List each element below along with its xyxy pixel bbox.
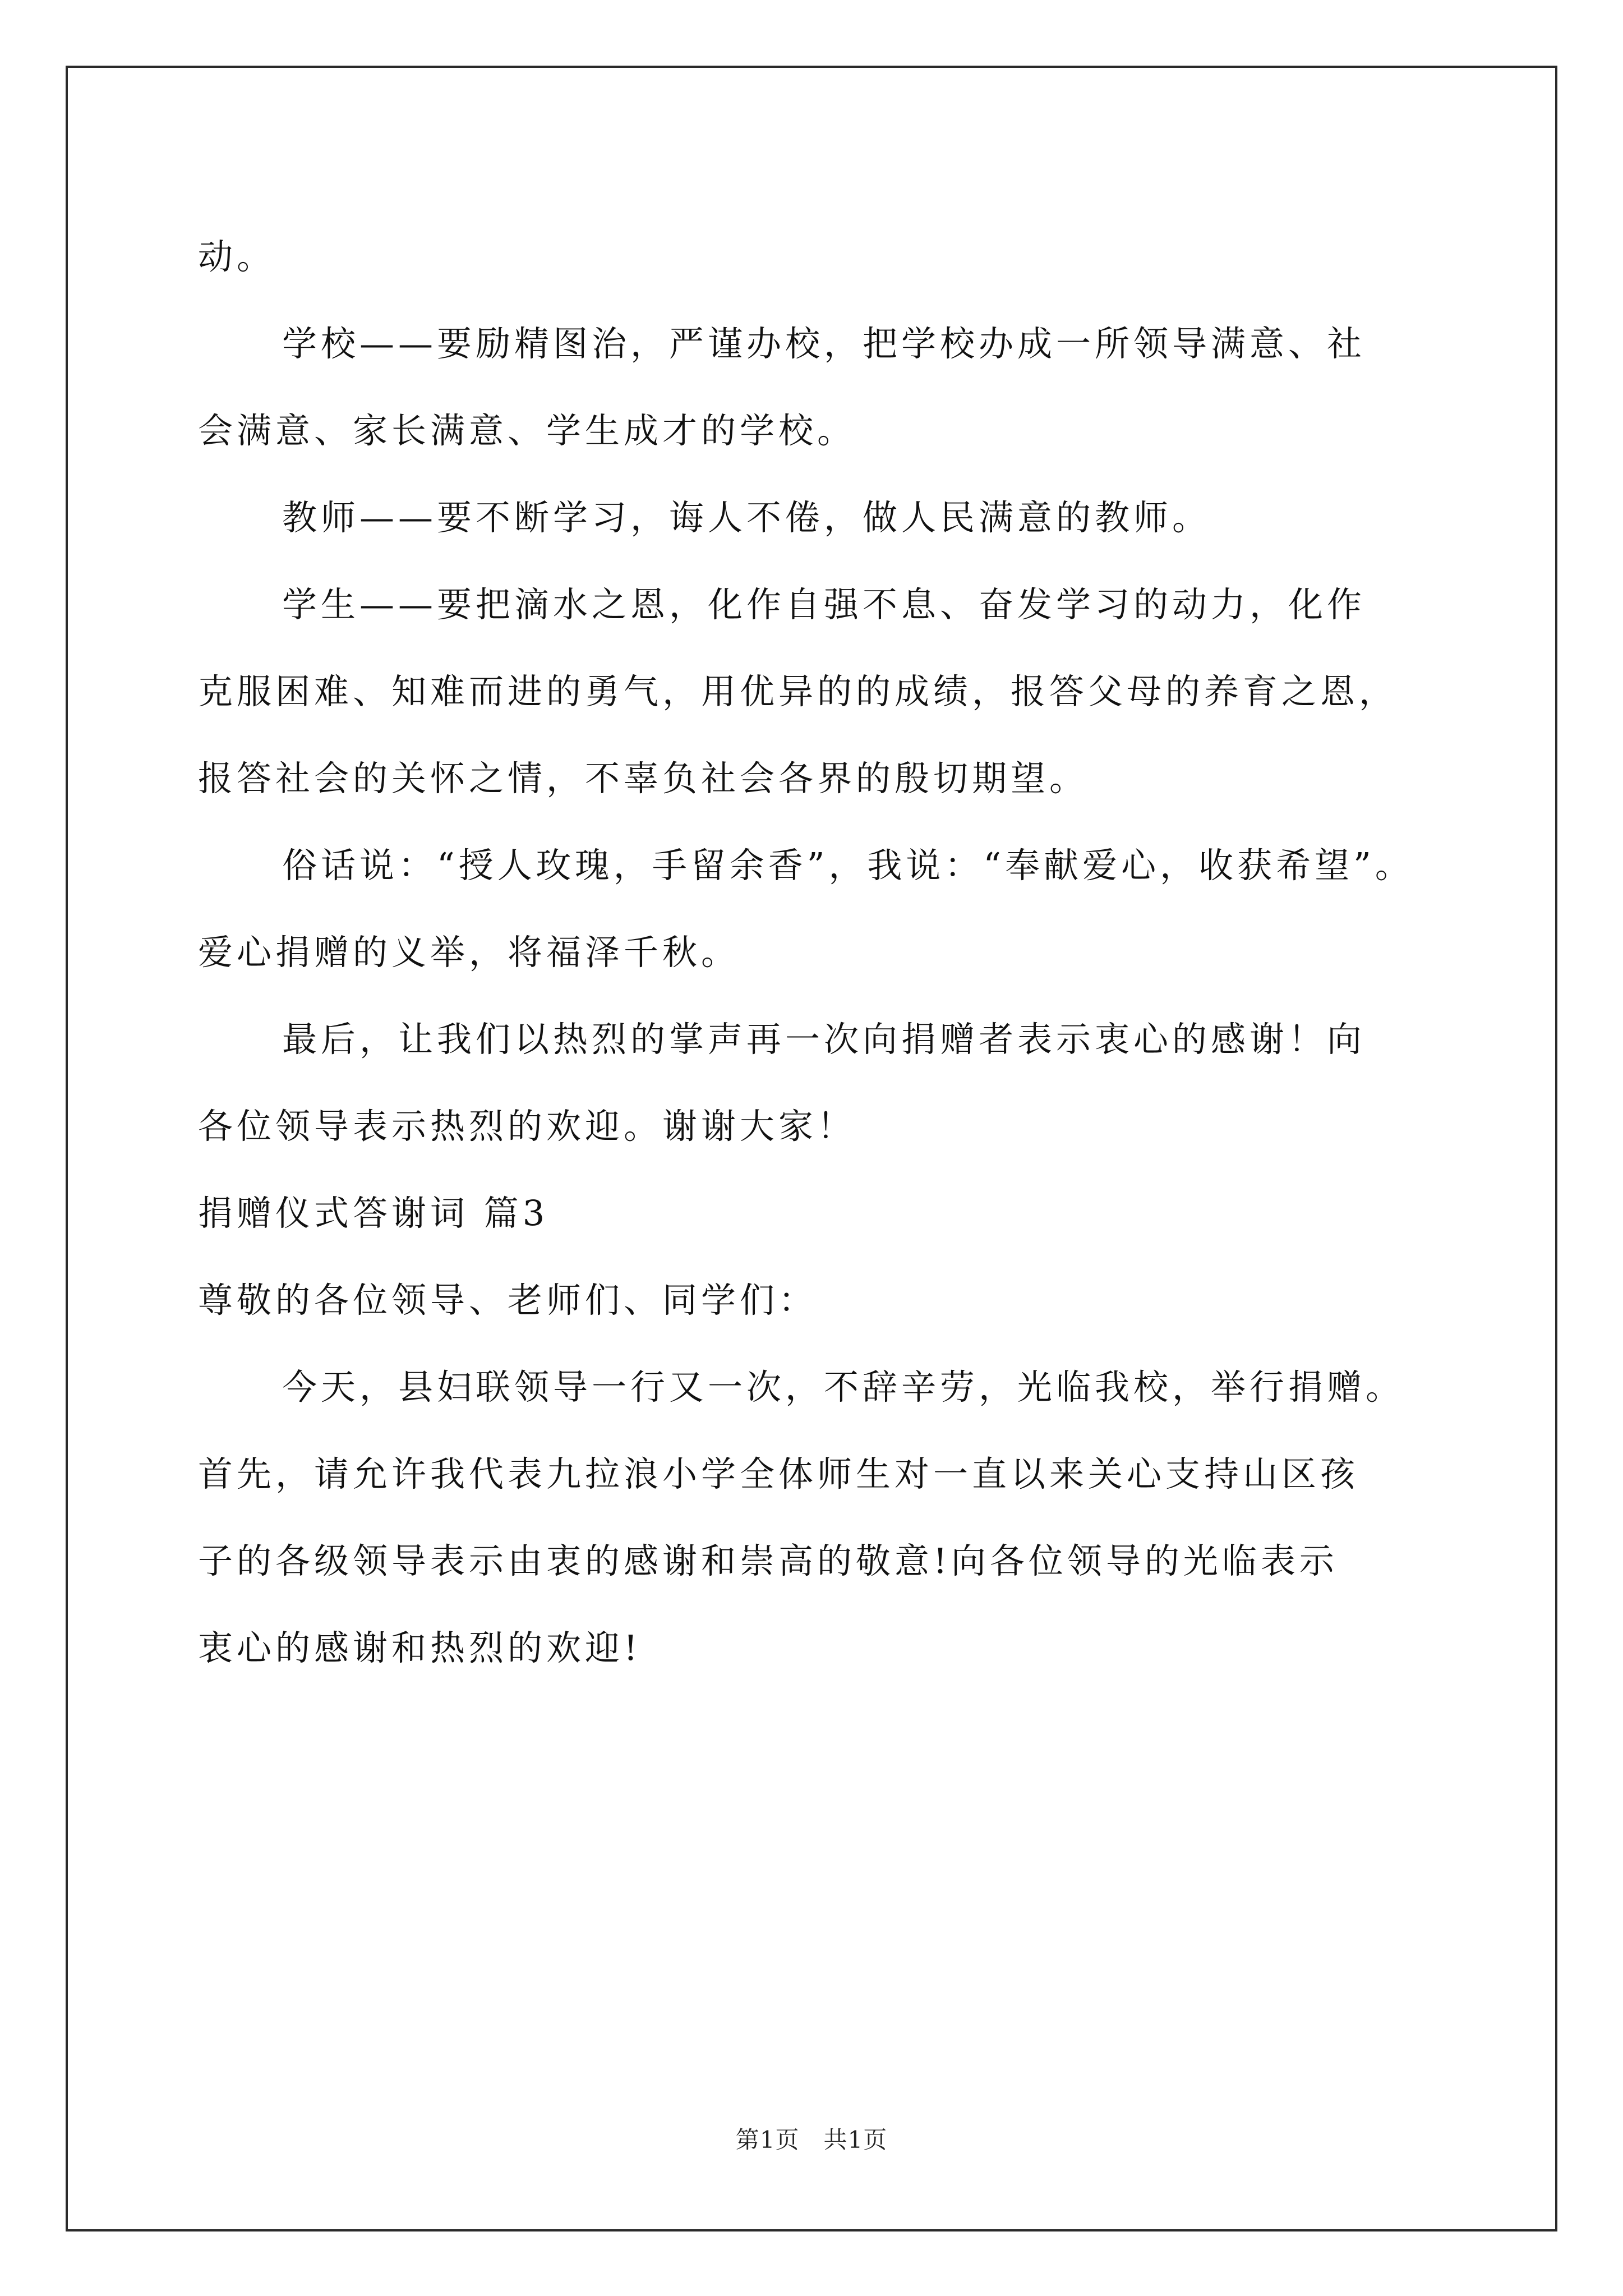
text-line: 今天，县妇联领导一行又一次，不辞辛劳，光临我校，举行捐赠。	[282, 1366, 1405, 1407]
text-line: 克服困难、知难而进的勇气，用优异的的成绩，报答父母的养育之恩，	[198, 671, 1398, 712]
page-footer	[0, 2123, 1623, 2157]
paragraph	[198, 561, 1432, 822]
text-line: 报答社会的关怀之情，不辜负社会各界的殷切期望。	[198, 758, 1089, 799]
text-line: 首先，请允许我代表九拉浪小学全体师生对一直以来关心支持山区孩	[198, 1453, 1359, 1494]
text-line: 学生——要把滴水之恩，化作自强不息、奋发学习的动力，化作	[282, 584, 1366, 625]
paragraph	[198, 213, 1432, 300]
paragraph	[198, 822, 1432, 996]
text-line: 衷心的感谢和热烈的欢迎!	[198, 1627, 642, 1668]
paragraph	[198, 300, 1432, 474]
text-line: 尊敬的各位领导、老师们、同学们：	[198, 1280, 818, 1320]
paragraph	[198, 1343, 1432, 1691]
page-number: 第1页 共1页	[735, 2126, 888, 2154]
text-line: 动。	[198, 236, 276, 277]
document-body	[198, 213, 1432, 1691]
salutation	[198, 1257, 1432, 1343]
paragraph	[198, 474, 1432, 561]
text-line: 子的各级领导表示由衷的感谢和崇高的敬意!向各位领导的光临表示	[198, 1540, 1338, 1581]
paragraph	[198, 996, 1432, 1170]
text-line: 学校——要励精图治，严谨办校，把学校办成一所领导满意、社	[282, 323, 1366, 364]
text-line: 爱心捐赠的义举，将福泽千秋。	[198, 932, 740, 973]
text-line: 教师——要不断学习，诲人不倦，做人民满意的教师。	[282, 497, 1211, 538]
text-line: 最后，让我们以热烈的掌声再一次向捐赠者表示衷心的感谢！向	[282, 1019, 1366, 1060]
text-line: 俗话说：“授人玫瑰，手留余香”，我说：“奉献爱心，收获希望”。	[282, 845, 1414, 886]
section-heading	[198, 1170, 1432, 1257]
text-line: 捐赠仪式答谢词 篇3	[198, 1193, 549, 1234]
text-line: 各位领导表示热烈的欢迎。谢谢大家！	[198, 1106, 856, 1147]
text-line: 会满意、家长满意、学生成才的学校。	[198, 410, 856, 451]
